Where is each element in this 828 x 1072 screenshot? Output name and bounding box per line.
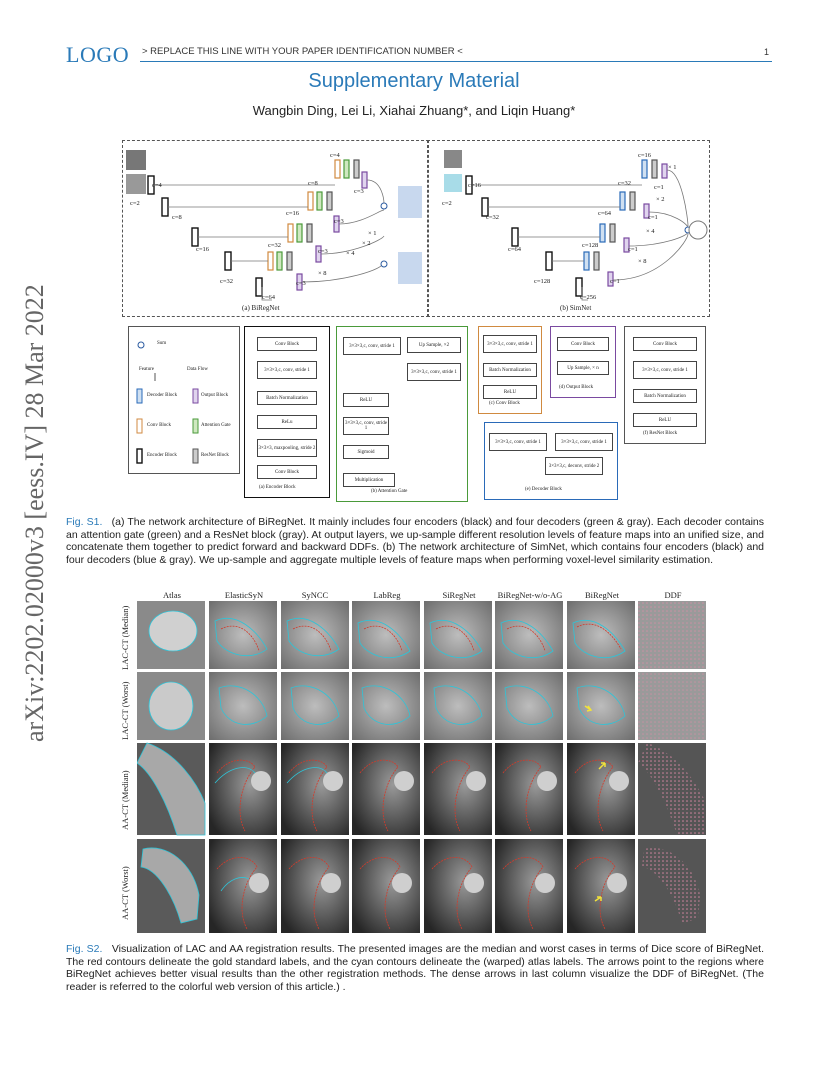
- dec-green: [297, 224, 302, 242]
- channel-label: c=16: [468, 182, 482, 189]
- cell-syncc: [281, 601, 349, 669]
- channel-label: c=3: [354, 188, 364, 195]
- arxiv-stamp: arXiv:2202.02000v3 [eess.IV] 28 Mar 2022: [20, 284, 49, 742]
- legend-conv: Conv Block: [147, 423, 172, 428]
- enc-block: [192, 228, 198, 246]
- cell-ddf: [638, 743, 706, 835]
- ob-conv: Conv Block: [557, 337, 609, 351]
- cell-syncc: [281, 743, 349, 835]
- channel-label: c=32: [268, 242, 282, 249]
- dec-gray: [287, 252, 292, 270]
- network-diagram: [122, 140, 710, 316]
- channel-label: c=64: [598, 210, 612, 217]
- sum-icon: [138, 342, 144, 348]
- input-image: [126, 150, 146, 170]
- legend-sum: Sum: [157, 341, 167, 346]
- figure-2-label: Fig. S2.: [66, 943, 103, 955]
- row-header: LAC-CT (Median): [120, 605, 130, 670]
- dec-blue: [584, 252, 589, 270]
- figure-1-caption: [66, 516, 764, 566]
- db-deconv: 3×3×3,c, deconv, stride 2: [545, 457, 603, 475]
- dec-gray: [610, 224, 615, 242]
- legend-panel: [128, 326, 240, 474]
- row-lac-worst: [137, 672, 706, 740]
- scale-label: × 8: [318, 270, 327, 277]
- cell-atlas: [137, 839, 205, 933]
- scale-label: × 1: [668, 164, 677, 171]
- cell-elasticsyn: [209, 839, 277, 933]
- decoder-block-panel: [484, 422, 618, 500]
- cell-biregnet-wo-ag: [495, 672, 563, 740]
- row-aa-median: [137, 743, 706, 835]
- legend-decoder: Decoder Block: [147, 393, 178, 398]
- cb-conv: 3×3×3,c, conv, stride 1: [483, 335, 537, 353]
- dec-gray: [327, 192, 332, 210]
- dec-orange: [288, 224, 293, 242]
- paper-id-line: > REPLACE THIS LINE WITH YOUR PAPER IDENTIFICATION NUMBER <: [142, 46, 463, 57]
- row-lac-median: [137, 601, 706, 669]
- eb-conv-out: Conv Block: [257, 465, 317, 479]
- dec-gray: [307, 224, 312, 242]
- input-image: [444, 174, 462, 192]
- db-conv-a: 3×3×3,c, conv, stride 1: [489, 433, 547, 451]
- dec-green: [317, 192, 322, 210]
- panel-label-biregnet: (a) BiRegNet: [242, 304, 280, 312]
- cell-labreg: [352, 839, 420, 933]
- channel-label: c=1: [654, 184, 664, 191]
- cb-bn: Batch Normalization: [483, 363, 537, 377]
- rb-conv3: 3×3×3,c, conv, stride 1: [633, 361, 697, 379]
- legend-encoder: Encoder Block: [147, 453, 177, 458]
- ag-conv-b: 3×3×3,c, conv, stride 1: [407, 363, 461, 381]
- arrow-icon: [599, 763, 605, 769]
- channel-label: c=2: [442, 200, 452, 207]
- channel-label: c=32: [618, 180, 632, 187]
- channel-label: c=1: [610, 278, 620, 285]
- figure-1-caption-text: (a) The network architecture of BiRegNet. It mainly includes four encoders (black) and four decoders (green & gray). Each decoder contains an attention gate (green) and a ResNet block (gray). At output layers, we up-sample different resolution levels of feature maps into an unified size, and concatenate them together to predict forward and backward DDFs. (b) The network architecture of SimNet, which contains four encoders (black) and four decoders (blue & gray). We up-sample and aggregate multiple levels of feature maps when performing voxel-level similarity estimation.: [66, 516, 764, 566]
- row-aa-worst: [137, 839, 706, 933]
- cell-biregnet: [567, 601, 635, 669]
- encoder-label: (a) Encoder Block: [259, 485, 296, 490]
- scale-label: × 4: [646, 228, 655, 235]
- dec-orange: [268, 252, 273, 270]
- decoder-label: (e) Decoder Block: [525, 487, 562, 492]
- ob-upsample: Up Sample, × n: [557, 361, 609, 375]
- channel-label: c=2: [130, 200, 140, 207]
- resnet-label: (f) ResNet Block: [643, 431, 678, 436]
- cell-atlas: [137, 601, 205, 669]
- biregnet-encoders: [148, 176, 262, 296]
- cell-biregnet: [567, 839, 635, 933]
- attention-icon: [193, 419, 198, 433]
- channel-label: c=16: [638, 152, 652, 159]
- dec-green: [277, 252, 282, 270]
- page-title: Supplementary Material: [308, 70, 520, 92]
- conv-block-panel: [478, 326, 542, 414]
- ddf-output: [398, 252, 422, 284]
- cell-atlas: [137, 672, 205, 740]
- atlas-shape: [149, 611, 197, 651]
- eb-conv: Conv Block: [257, 337, 317, 351]
- input-image: [444, 150, 462, 168]
- cell-biregnet-wo-ag: [495, 743, 563, 835]
- enc-block: [225, 252, 231, 270]
- cell-siregnet: [424, 672, 492, 740]
- dec-gray: [652, 160, 657, 178]
- figure-2-caption-text: Visualization of LAC and AA registration results. The presented images are the median and worst cases in terms of Dice score of BiRegNet. The red contours delineate the gold standard labels, and the cyan contours delineate the (warped) atlas labels. The arrows point to the regions where BiRegNet achieves better visual results than the other registration methods. The dense arrows in last column visualize the DDF of BiRegNet. (The reader is referred to the colorful web version of this article.) .: [66, 943, 764, 993]
- dec-gray: [630, 192, 635, 210]
- cell-siregnet: [424, 601, 492, 669]
- row-header: AA-CT (Worst): [120, 866, 130, 920]
- legend-glyphs: [129, 327, 239, 473]
- panel-label-simnet: (b) SimNet: [560, 304, 592, 312]
- ag-upsample: Up Sample, ×2: [407, 337, 461, 353]
- scale-label: × 2: [362, 240, 371, 247]
- eb-pool: 3×3×3, maxpooling, stride 2: [257, 439, 317, 457]
- channel-label: c=32: [486, 214, 500, 221]
- output-block-panel: [550, 326, 616, 398]
- cell-biregnet-wo-ag: [495, 839, 563, 933]
- channel-label: c=128: [534, 278, 551, 285]
- channel-label: c=4: [152, 182, 162, 189]
- channel-label: c=64: [262, 294, 276, 301]
- channel-label: c=32: [220, 278, 234, 285]
- db-conv-b: 3×3×3,c, conv, stride 1: [555, 433, 613, 451]
- channel-label: c=64: [508, 246, 522, 253]
- eb-conv3: 3×3×3,c, conv, stride 1: [257, 361, 317, 379]
- cell-syncc: [281, 839, 349, 933]
- channel-label: c=3: [334, 218, 344, 225]
- channel-label: c=4: [330, 152, 340, 159]
- col-header: ElasticSyN: [224, 590, 264, 600]
- figure-2-caption: [66, 943, 764, 993]
- cell-siregnet: [424, 839, 492, 933]
- cell-labreg: [352, 601, 420, 669]
- cell-labreg: [352, 743, 420, 835]
- channel-label: c=8: [172, 214, 182, 221]
- journal-logo: LOGO: [66, 42, 130, 67]
- channel-label: c=16: [196, 246, 210, 253]
- eb-bn: Batch Normalization: [257, 391, 317, 405]
- enc-block: [512, 228, 518, 246]
- sum-node: [381, 261, 387, 267]
- legend-resnet: ResNet Block: [201, 453, 229, 458]
- enc-block: [162, 198, 168, 216]
- registration-results-grid: [137, 601, 711, 935]
- legend-dataflow: Data Flow: [187, 367, 208, 372]
- legend-output: Output Block: [201, 393, 229, 398]
- ag-relu: ReLU: [343, 393, 389, 407]
- channel-label: c=16: [286, 210, 300, 217]
- dec-blue: [642, 160, 647, 178]
- col-header: SiRegNet: [442, 590, 476, 600]
- authors-line: Wangbin Ding, Lei Li, Xiahai Zhuang*, and Liqin Huang*: [252, 103, 576, 118]
- output-label: (d) Output Block: [559, 385, 594, 390]
- dec-orange: [308, 192, 313, 210]
- cb-relu: ReLU: [483, 385, 537, 399]
- dec-green: [344, 160, 349, 178]
- output-icon: [193, 389, 198, 403]
- row-header: AA-CT (Median): [120, 770, 130, 830]
- arrow-icon: [595, 897, 601, 901]
- col-header: DDF: [664, 590, 682, 600]
- scale-label: × 1: [368, 230, 377, 237]
- decoder-icon: [137, 389, 142, 403]
- channel-label: c=1: [648, 214, 658, 221]
- row-header: LAC-CT (Worst): [120, 681, 130, 740]
- cell-elasticsyn: [209, 743, 277, 835]
- cell-biregnet: [567, 672, 635, 740]
- figure-1: [122, 140, 710, 506]
- col-header: SyNCC: [301, 590, 329, 600]
- channel-label: c=128: [582, 242, 599, 249]
- simnet-decoders: [584, 160, 667, 286]
- input-image: [126, 174, 146, 194]
- cell-atlas: [137, 743, 205, 835]
- dec-orange: [335, 160, 340, 178]
- biregnet-flows: [154, 180, 384, 300]
- rb-relu: ReLU: [633, 413, 697, 427]
- dec-blue: [620, 192, 625, 210]
- output-block: [662, 164, 667, 178]
- cell-ddf: [638, 839, 706, 933]
- col-header: BiRegNet-w/o-AG: [497, 590, 563, 600]
- conv-icon: [137, 419, 142, 433]
- scale-label: × 4: [346, 250, 355, 257]
- ag-sigmoid: Sigmoid: [343, 445, 389, 459]
- figure-1-label: Fig. S1.: [66, 516, 103, 528]
- cell-labreg: [352, 672, 420, 740]
- legend-feature: Feature: [139, 367, 154, 372]
- encoder-icon: [137, 449, 142, 463]
- attention-label: (b) Attention Gate: [371, 489, 408, 494]
- channel-label: c=256: [580, 294, 597, 301]
- col-header: Atlas: [163, 590, 181, 600]
- sum-node: [381, 203, 387, 209]
- resnet-icon: [193, 449, 198, 463]
- cell-ddf: [638, 672, 706, 740]
- channel-label: c=8: [308, 180, 318, 187]
- col-header: LabReg: [373, 590, 401, 600]
- arrow-icon: [585, 706, 591, 711]
- dec-blue: [600, 224, 605, 242]
- cell-elasticsyn: [209, 672, 277, 740]
- page-number: 1: [764, 47, 770, 57]
- attention-gate-panel: [336, 326, 468, 502]
- dec-gray: [354, 160, 359, 178]
- eb-relu: ReLu: [257, 415, 317, 429]
- cell-elasticsyn: [209, 601, 277, 669]
- simnet-encoders: [466, 176, 582, 296]
- conv-label: (c) Conv Block: [489, 401, 520, 406]
- ag-mult: Multiplication: [343, 473, 395, 487]
- enc-block: [546, 252, 552, 270]
- ddf-output: [398, 186, 422, 218]
- dec-gray: [594, 252, 599, 270]
- ag-conv-a: 3×3×3,c, conv, stride 1: [343, 337, 401, 355]
- cell-siregnet: [424, 743, 492, 835]
- cell-syncc: [281, 672, 349, 740]
- legend-attention: Attention Gate: [201, 423, 231, 428]
- scale-label: × 8: [638, 258, 647, 265]
- header-rule: [140, 61, 772, 62]
- resnet-block-panel: [624, 326, 706, 444]
- rb-bn: Batch Normalization: [633, 389, 697, 403]
- channel-label: c=3: [296, 280, 306, 287]
- ag-conv-c: 3×3×3,c, conv, stride 1: [343, 417, 389, 435]
- rb-conv: Conv Block: [633, 337, 697, 351]
- similarity-output: [689, 221, 707, 239]
- encoder-block-panel: [244, 326, 330, 498]
- col-header: BiRegNet: [585, 590, 619, 600]
- cell-biregnet: [567, 743, 635, 835]
- channel-label: c=1: [628, 246, 638, 253]
- cell-biregnet-wo-ag: [495, 601, 563, 669]
- scale-label: × 2: [656, 196, 665, 203]
- output-block: [362, 172, 367, 188]
- cell-ddf: [638, 601, 706, 669]
- channel-label: c=3: [318, 248, 328, 255]
